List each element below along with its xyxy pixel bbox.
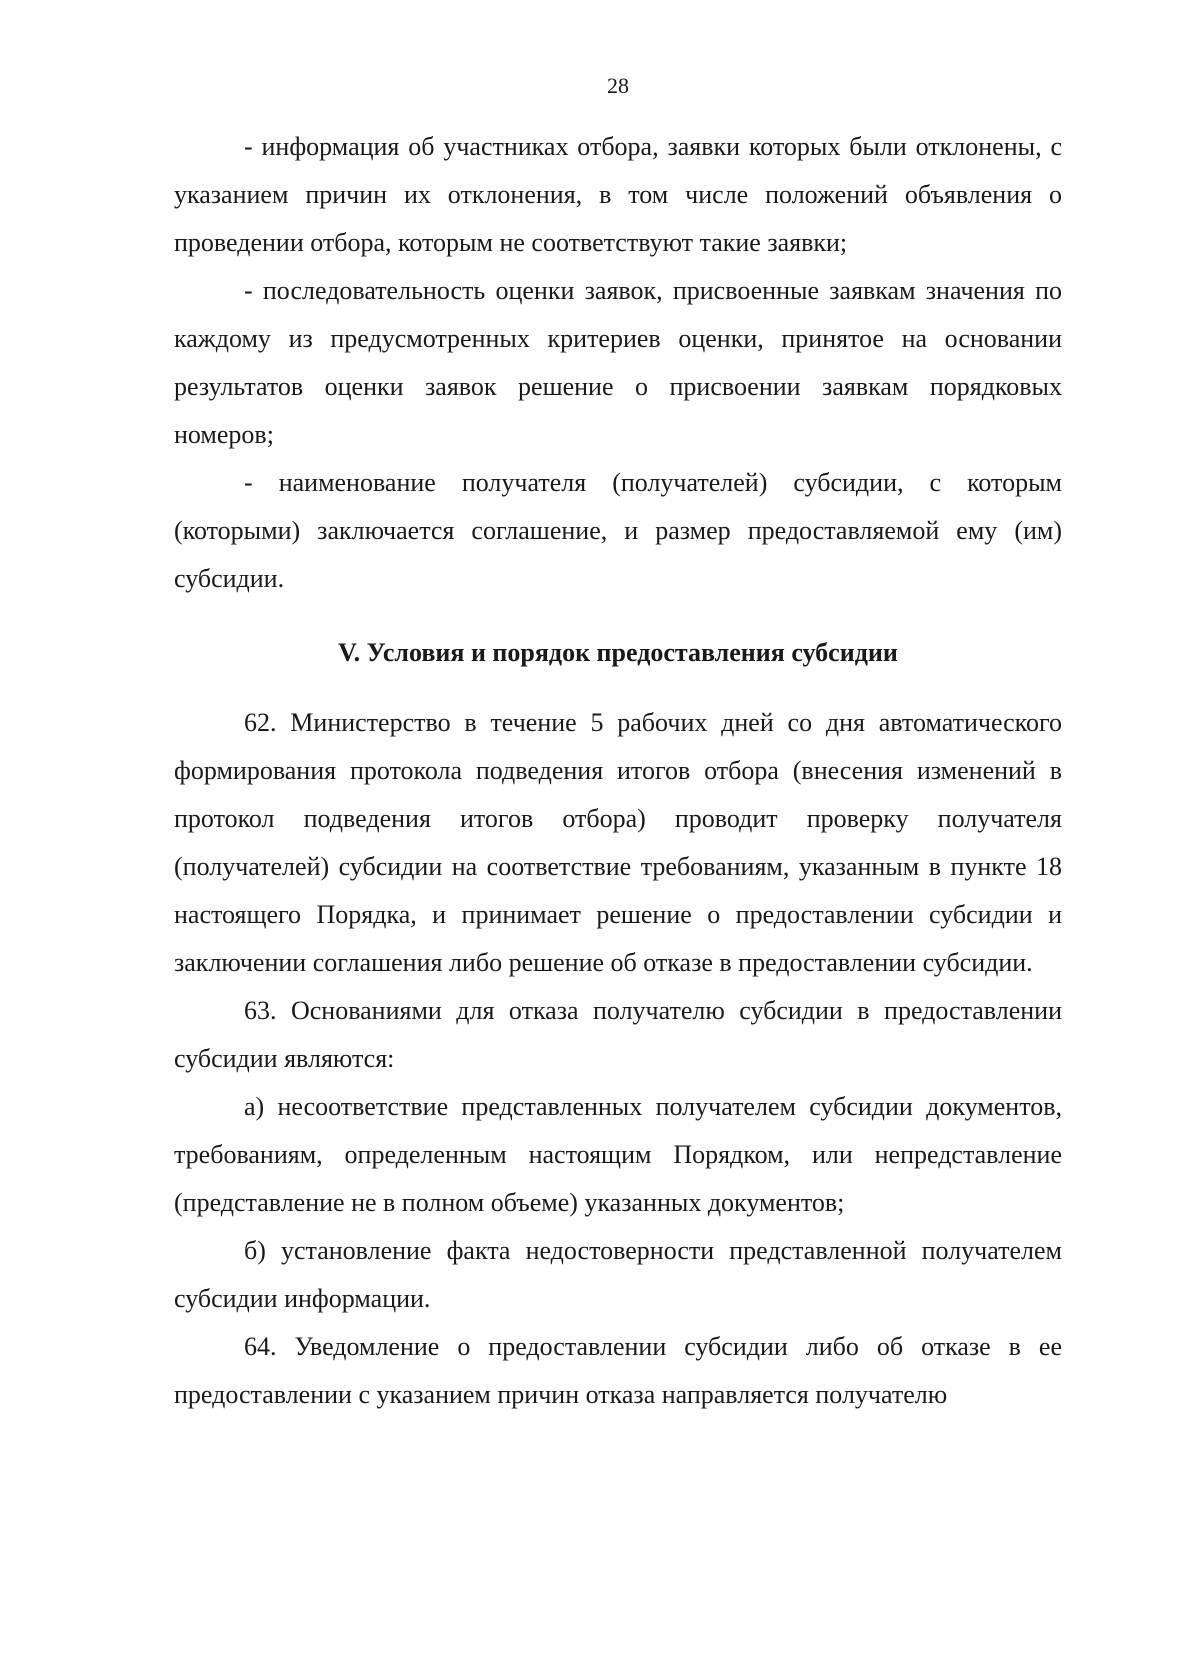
section-title: V. Условия и порядок предоставления субсидии	[338, 638, 898, 667]
page-number: 28	[607, 73, 629, 98]
clause-62: 62. Министерство в течение 5 рабочих дней со дня автоматического формирования протокола подведения итогов отбора (внесения изменений в протокол подведения итогов отбора) проводит проверку получателя (получателей) субсидии на соответствие требованиям, указанным в пункте 18 настоящего Порядка, и принимает решение о предоставлении субсидии и заключении соглашения либо решение об отказе в предоставлении субсидии.	[174, 708, 1062, 977]
clause-63-item-a: а) несоответствие представленных получателем субсидии документов, требованиям, определенным настоящим Порядком, или непредставление (представление не в полном объеме) указанных документов;	[174, 1092, 1062, 1217]
clause-63-item-b: б) установление факта недостоверности представленной получателем субсидии информации.	[174, 1236, 1062, 1313]
document-body	[174, 123, 1062, 1419]
clause-64: 64. Уведомление о предоставлении субсидии либо об отказе в ее предоставлении с указанием причин отказа направляется получателю	[174, 1332, 1062, 1409]
list-item-recipient-name: - наименование получателя (получателей) субсидии, с которым (которыми) заключается соглашение, и размер предоставляемой ему (им) субсидии.	[174, 468, 1062, 593]
clause-63: 63. Основаниями для отказа получателю субсидии в предоставлении субсидии являются:	[174, 996, 1062, 1073]
list-item-evaluation-sequence: - последовательность оценки заявок, присвоенные заявкам значения по каждому из предусмотренных критериев оценки, принятое на основании результатов оценки заявок решение о присвоении заявкам порядковых номеров;	[174, 276, 1062, 449]
list-item-rejected-participants: - информация об участниках отбора, заявки которых были отклонены, с указанием причин их отклонения, в том числе положений объявления о проведении отбора, которым не соответствуют такие заявки;	[174, 132, 1062, 257]
